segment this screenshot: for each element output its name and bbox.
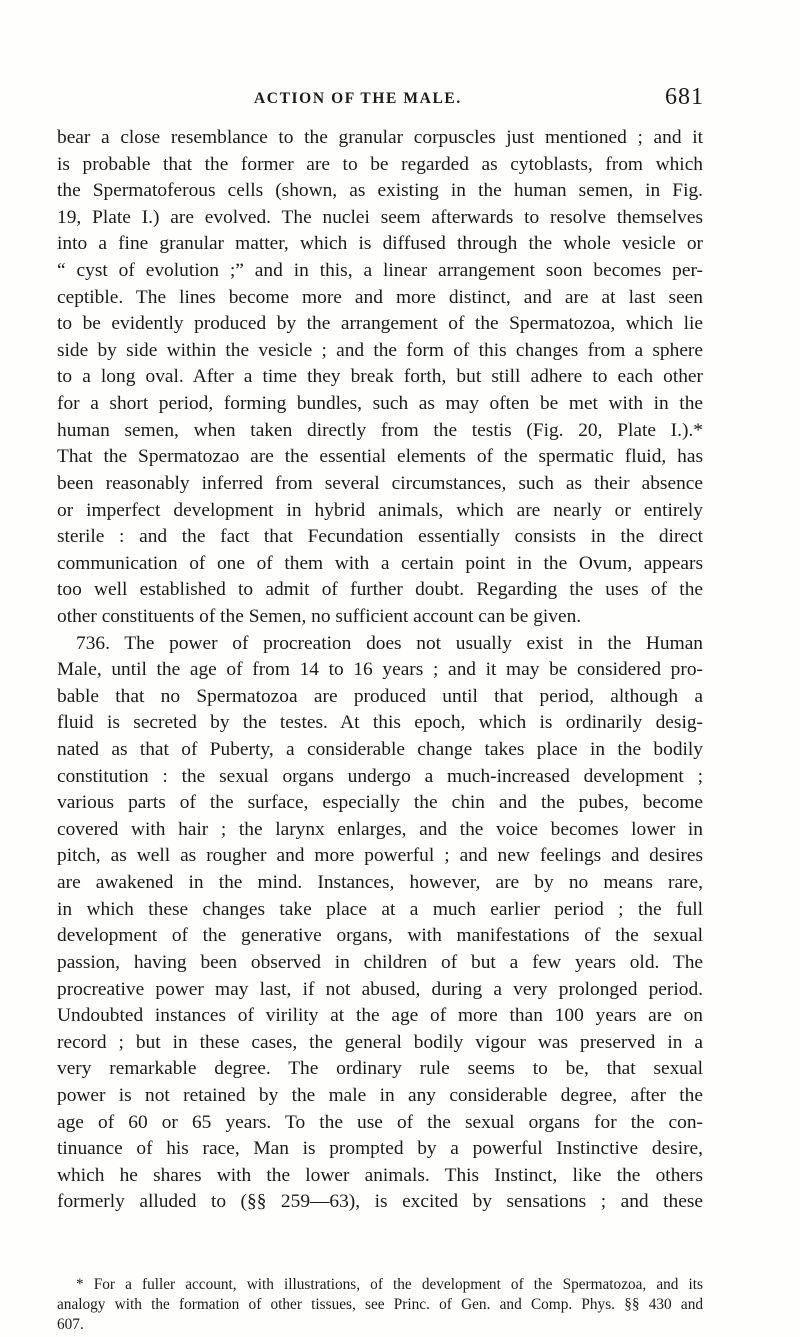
text-line: side by side within the vesicle ; and the form of this changes from a sphere: [57, 339, 703, 361]
paragraph-start-line: 736. The power of procreation does not usually exist in the Human: [76, 632, 703, 654]
footnote-line: analogy with the formation of other tissues, see Princ. of Gen. and Comp. Phys. §§ 430 and: [57, 1296, 703, 1313]
text-line: development of the generative organs, with manifestations of the sexual: [57, 925, 703, 947]
text-line: into a fine granular matter, which is diffused through the whole vesicle or: [57, 233, 703, 255]
text-line: too well established to admit of further doubt. Regarding the uses of the: [57, 579, 703, 601]
text-line: bear a close resemblance to the granular corpuscles just mentioned ; and it: [57, 127, 703, 148]
text-line: pitch, as well as rougher and more powerful ; and new feelings and desires: [57, 845, 703, 867]
footnote: [57, 1275, 703, 1335]
text-line: passion, having been observed in children of but a few years old. The: [57, 951, 703, 973]
text-line: to a long oval. After a time they break forth, but still adhere to each other: [57, 366, 703, 388]
text-line: tinuance of his race, Man is prompted by a powerful Instinctive desire,: [57, 1138, 703, 1160]
text-line: “ cyst of evolution ;” and in this, a linear arrangement soon becomes per-: [57, 260, 703, 282]
text-line: in which these changes take place at a much earlier period ; the full: [57, 898, 703, 920]
text-line: which he shares with the lower animals. This Instinct, like the others: [57, 1164, 703, 1186]
page-number: 681: [665, 84, 704, 110]
text-line: covered with hair ; the larynx enlarges, and the voice becomes lower in: [57, 818, 703, 840]
text-line: for a short period, forming bundles, such as may often be met with in the: [57, 393, 703, 415]
text-line: formerly alluded to (§§ 259—63), is excited by sensations ; and these: [57, 1191, 703, 1213]
text-line: 19, Plate I.) are evolved. The nuclei seem afterwards to resolve themselves: [57, 206, 703, 228]
text-line: ceptible. The lines become more and more distinct, and are at last seen: [57, 286, 703, 308]
running-header: [254, 84, 704, 114]
text-line: to be evidently produced by the arrangement of the Spermatozoa, which lie: [57, 313, 703, 335]
text-line: are awakened in the mind. Instances, however, are by no means rare,: [57, 872, 703, 894]
footnote-line: * For a fuller account, with illustrations, of the development of the Spermatozoa, and its: [76, 1276, 703, 1293]
text-line: record ; but in these cases, the general bodily vigour was preserved in a: [57, 1031, 703, 1053]
text-line: Male, until the age of from 14 to 16 years ; and it may be considered pro-: [57, 659, 703, 681]
text-line: other constituents of the Semen, no sufficient account can be given.: [57, 605, 582, 627]
text-line: the Spermatoferous cells (shown, as existing in the human semen, in Fig.: [57, 180, 703, 202]
text-line: age of 60 or 65 years. To the use of the sexual organs for the con-: [57, 1111, 703, 1133]
text-line: human semen, when taken directly from the testis (Fig. 20, Plate I.).*: [57, 419, 703, 441]
text-line: sterile : and the fact that Fecundation essentially consists in the direct: [57, 526, 703, 548]
footnote-line: 607.: [57, 1316, 84, 1333]
text-line: is probable that the former are to be regarded as cytoblasts, from which: [57, 153, 703, 175]
text-line: procreative power may last, if not abused, during a very prolonged period.: [57, 978, 703, 1000]
text-line: power is not retained by the male in any considerable degree, after the: [57, 1084, 703, 1106]
text-line: or imperfect development in hybrid animals, which are nearly or entirely: [57, 499, 703, 521]
text-line: nated as that of Puberty, a considerable change takes place in the bodily: [57, 739, 703, 761]
text-line: constitution : the sexual organs undergo a much-increased development ;: [57, 765, 703, 787]
body-text: [57, 125, 703, 1216]
text-line: bable that no Spermatozoa are produced until that period, although a: [57, 685, 703, 707]
text-line: various parts of the surface, especially the chin and the pubes, become: [57, 792, 703, 814]
text-line: fluid is secreted by the testes. At this epoch, which is ordinarily desig-: [57, 712, 703, 734]
text-line: very remarkable degree. The ordinary rule seems to be, that sexual: [57, 1058, 703, 1080]
running-title: ACTION OF THE MALE.: [254, 90, 462, 107]
text-line: been reasonably inferred from several circumstances, such as their absence: [57, 472, 703, 494]
text-line: Undoubted instances of virility at the age of more than 100 years are on: [57, 1005, 703, 1027]
text-line: That the Spermatozao are the essential elements of the spermatic fluid, has: [57, 446, 703, 468]
text-line: communication of one of them with a certain point in the Ovum, appears: [57, 552, 703, 574]
